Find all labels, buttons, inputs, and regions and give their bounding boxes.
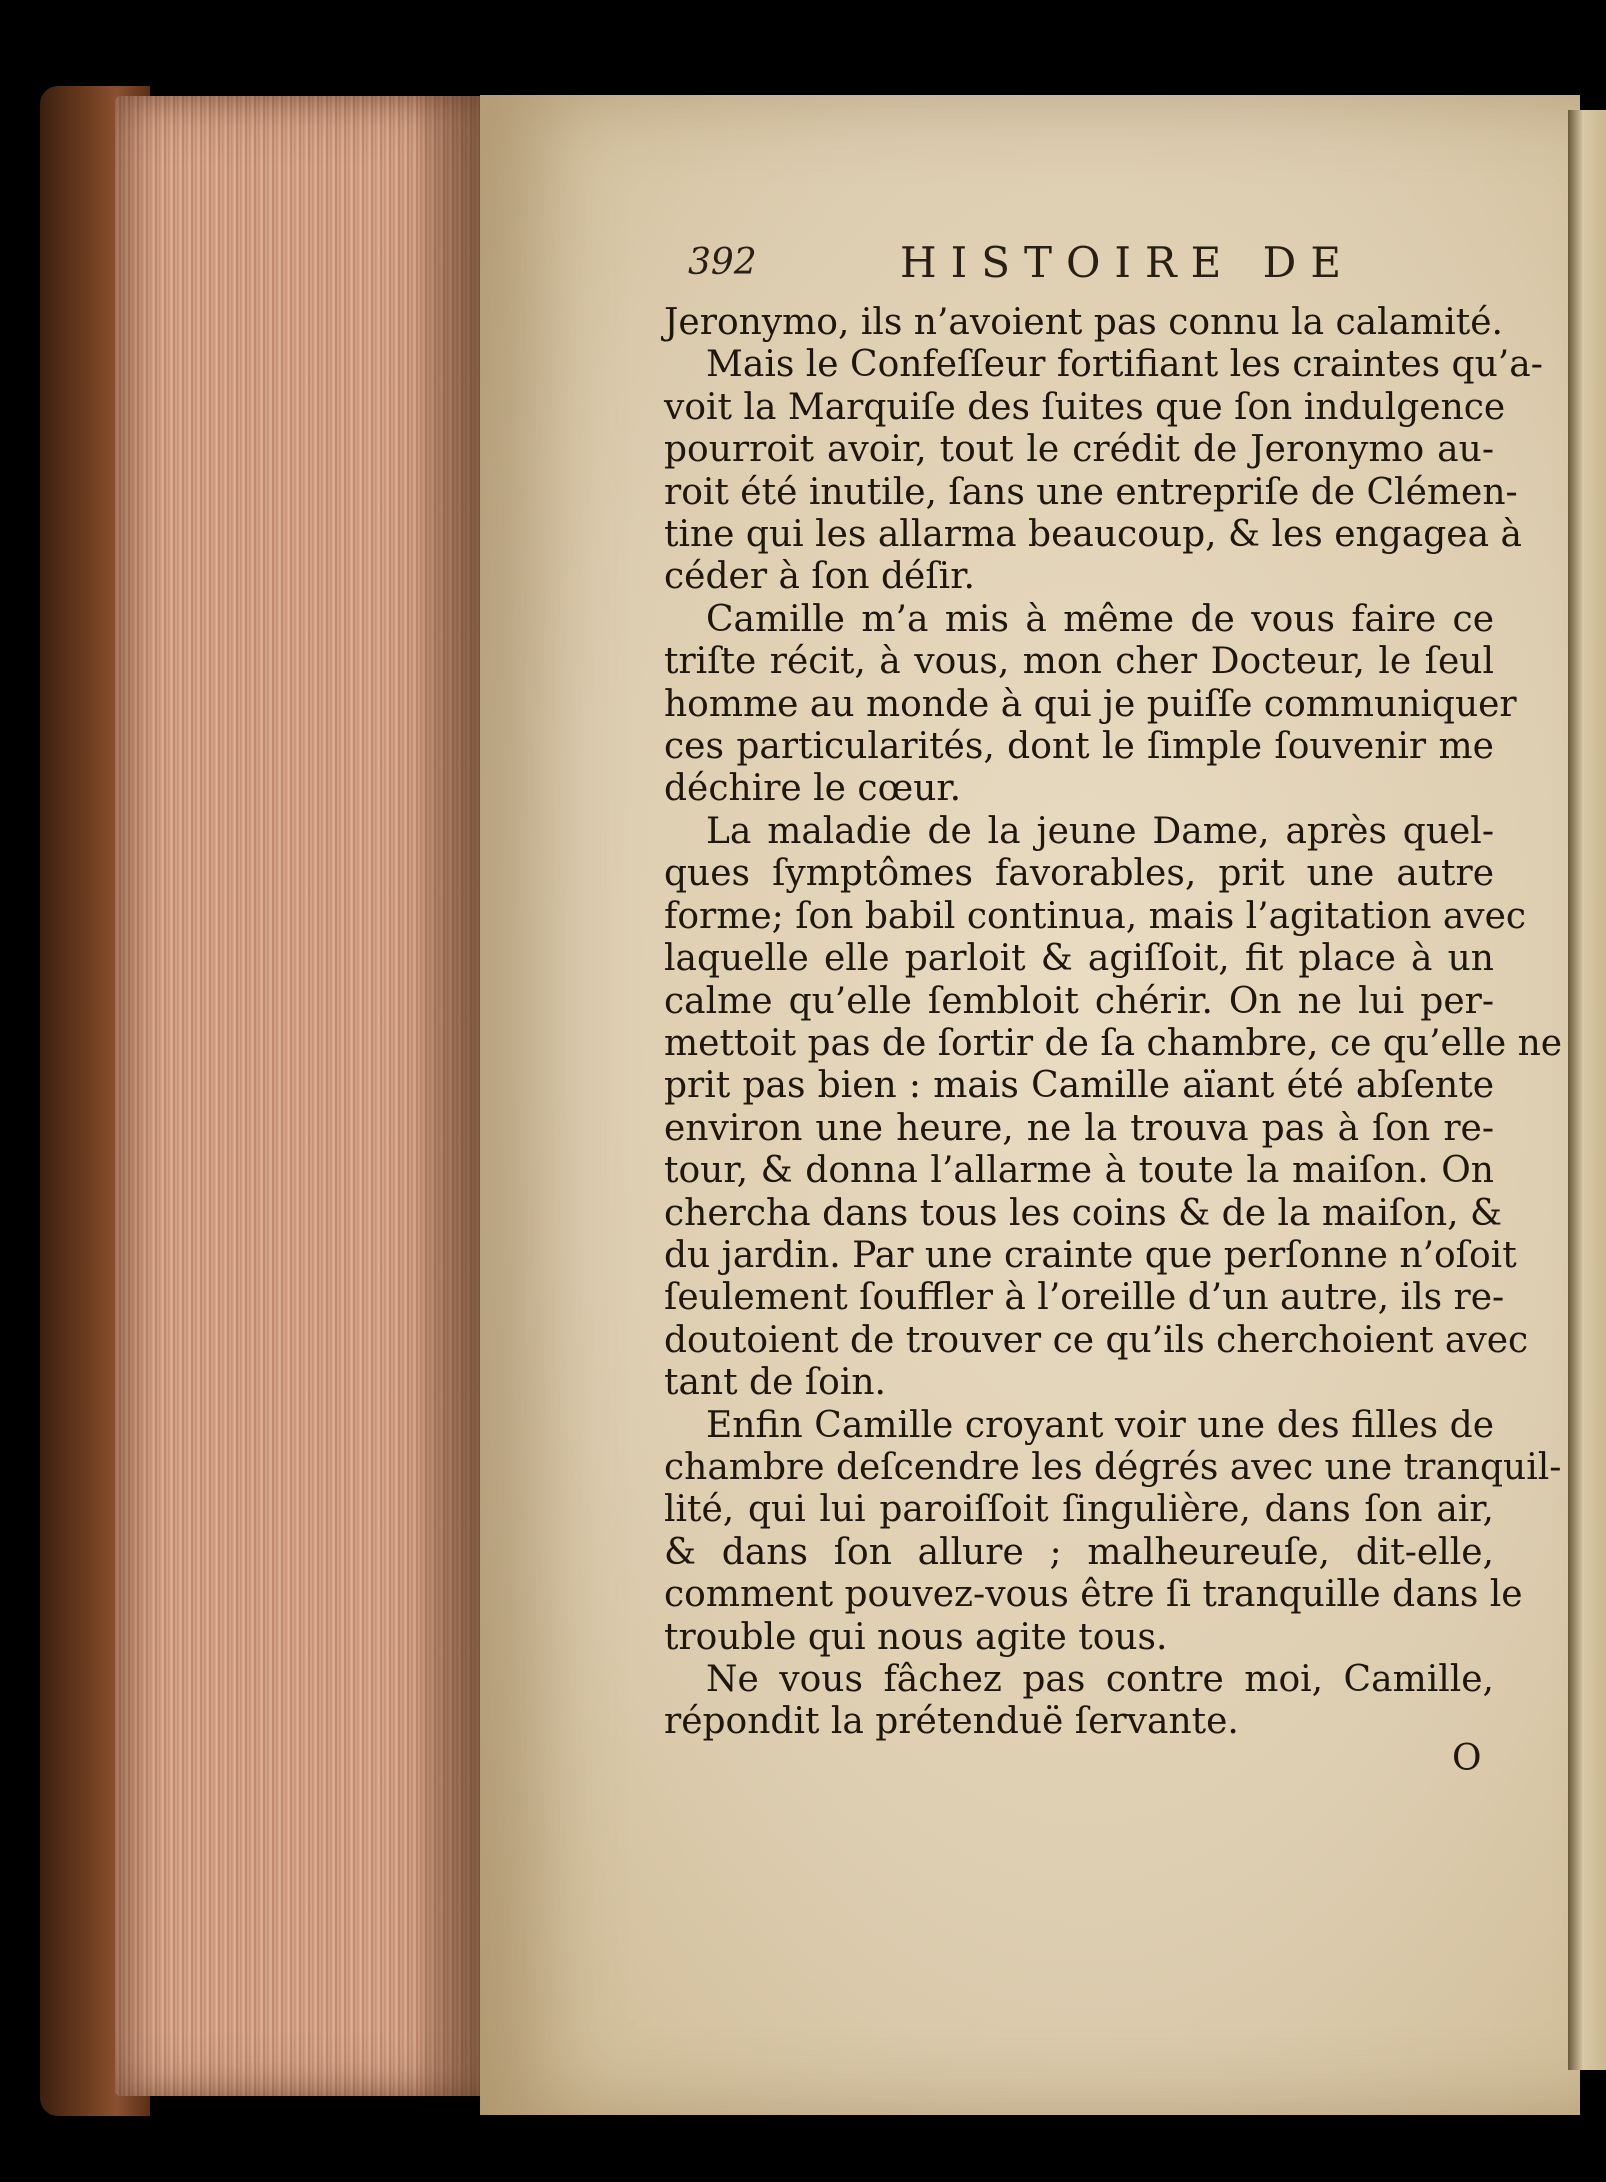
text-line: voit la Marquiſe des ſuites que ſon indulgence: [664, 386, 1506, 428]
text-line: lité, qui lui paroiſſoit ſingulière, dans ſon air,: [664, 1489, 1494, 1531]
text-line: trouble qui nous agite tous.: [664, 1616, 1168, 1658]
text-line: laquelle elle parloit & agiſſoit, fit place à un: [664, 938, 1494, 980]
page-number: 392: [688, 242, 757, 283]
text-line: Ne vous fâchez pas contre moi, Camille,: [706, 1659, 1494, 1700]
text-line: Enfin Camille croyant voir une des filles de: [706, 1404, 1494, 1446]
text-line: Jeronymo, ils n’avoient pas connu la calamité.: [664, 302, 1503, 343]
facing-page-edge: [1568, 110, 1606, 2070]
text-line: tant de ſoin.: [664, 1362, 886, 1404]
text-line: répondit la prétenduë ſervante.: [664, 1701, 1239, 1743]
text-line: Mais le Confeſſeur fortifiant les craintes qu’a-: [706, 344, 1543, 386]
text-line: environ une heure, ne la trouva pas à ſon re-: [664, 1107, 1494, 1149]
text-line: tine qui les allarma beaucoup, & les engagea à: [664, 514, 1522, 556]
running-title: HISTOIRE DE: [900, 238, 1355, 287]
running-header: [688, 238, 1508, 298]
text-line: mettoit pas de ſortir de ſa chambre, ce qu’elle ne: [664, 1022, 1563, 1064]
text-line: déchire le cœur.: [664, 768, 962, 810]
text-line: La maladie de la jeune Dame, après quel-: [706, 810, 1494, 852]
page-body-text: [664, 302, 1563, 1744]
text-line: céder à ſon déſir.: [664, 556, 975, 598]
text-line: roit été inutile, ſans une entrepriſe de Clémen-: [664, 471, 1518, 513]
text-line: forme; ſon babil continua, mais l’agitation avec: [664, 895, 1527, 937]
text-line: chambre deſcendre les dégrés avec une tranquil-: [664, 1446, 1562, 1488]
text-line: triſte récit, à vous, mon cher Docteur, le ſeul: [664, 641, 1494, 683]
text-line: chercha dans tous les coins & de la maiſon, &: [664, 1192, 1503, 1234]
text-line: ces particularités, dont le ſimple ſouvenir me: [664, 726, 1494, 768]
text-line: prit pas bien : mais Camille aïant été abſente: [664, 1065, 1494, 1107]
text-line: du jardin. Par une crainte que perſonne n’oſoit: [664, 1234, 1517, 1276]
text-line: homme au monde à qui je puiſſe communiquer: [664, 683, 1517, 725]
catchword: O: [1452, 1738, 1482, 1779]
text-line: calme qu’elle ſembloit chérir. On ne lui per-: [664, 980, 1494, 1022]
text-line: & dans ſon allure ; malheureuſe, dit-elle,: [664, 1531, 1494, 1573]
text-line: doutoient de trouver ce qu’ils cherchoient avec: [664, 1319, 1529, 1361]
text-line: Camille m’a mis à même de vous faire ce: [706, 598, 1494, 640]
text-line: comment pouvez-vous être ſi tranquille dans le: [664, 1574, 1523, 1616]
text-line: ſeulement ſouffler à l’oreille d’un autre, ils re-: [664, 1277, 1505, 1319]
text-line: pourroit avoir, tout le crédit de Jeronymo au-: [664, 429, 1494, 471]
text-line: tour, & donna l’allarme à toute la maiſon. On: [664, 1150, 1494, 1192]
text-line: ques ſymptômes favorables, prit une autre: [664, 853, 1494, 895]
